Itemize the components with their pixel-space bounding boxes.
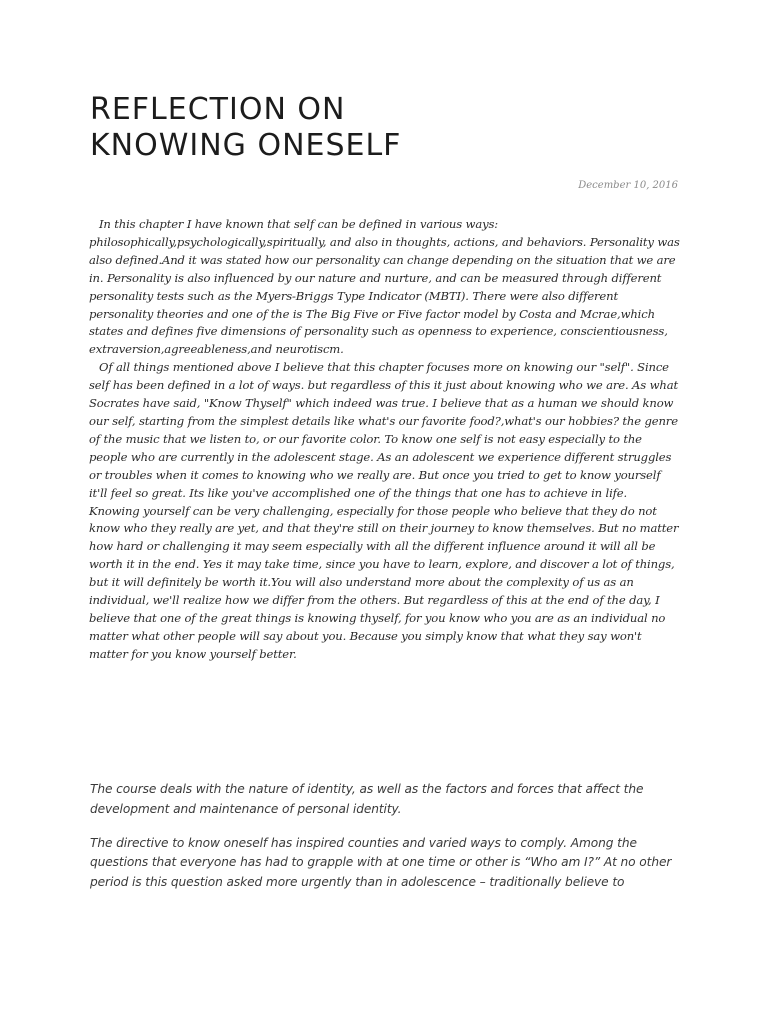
reflection-paragraph-1: In this chapter I have known that self can be defined in various ways: philosophically,psychologically,spiritually, and also in thoughts, actions, and behaviors. Personality was also defined.And it was stated how our personality can change depending on the situation that we are in. Personality is also influenced by our nature and nurture, and can be measured through different personality tests such as the Myers-Briggs Type Indicator (MBTI). There were also different personality theories and one of the is The Big Five or Five factor model by Costa and Mcrae,which states and defines five dimensions of personality such as openness to experience, conscientiousness, extraversion,agreeableness,and neurotiscm. <box>89 217 680 357</box>
page-title-line-1: REFLECTION ON <box>90 92 346 127</box>
course-description <box>90 780 682 907</box>
post-date: December 10, 2016 <box>578 180 678 191</box>
page-title <box>90 92 690 164</box>
course-paragraph-2: The directive to know oneself has inspired counties and varied ways to comply. Among the questions that everyone has had to grapple with at one time or other is “Who am I?” At no other period is this question asked more urgently than in adolescence – traditionally believe to <box>90 835 672 890</box>
course-paragraph-1: The course deals with the nature of identity, as well as the factors and forces that affect the development and maintenance of personal identity. <box>90 782 644 816</box>
page-title-line-2: KNOWING ONESELF <box>90 128 402 163</box>
reflection-body <box>89 216 681 664</box>
reflection-paragraph-2: Of all things mentioned above I believe that this chapter focuses more on knowing our "self". Since self has been defined in a lot of ways. but regardless of this it just about knowing who we are. As what Socrates have said, "Know Thyself" which indeed was true. I believe that as a human we should know our self, starting from the simplest details like what's our favorite food?,what's our hobbies? the genre of the music that we listen to, or our favorite color. To know one self is not easy especially to the people who are currently in the adolescent stage. As an adolescent we experience different struggles or troubles when it comes to knowing who we really are. But once you tried to get to know yourself it'll feel so great. Its like you've accomplished one of the things that one has to achieve in life. Knowing yourself can be very challenging, especially for those people who believe that they do not know who they really are yet, and that they're still on their journey to know themselves. But no matter how hard or challenging it may seem especially with all the different influence around it will all be worth it in the end. Yes it may take time, since you have to learn, explore, and discover a lot of things, but it will definitely be worth it.You will also understand more about the complexity of us as an individual, we'll realize how we differ from the others. But regardless of this at the end of the day, I believe that one of the great things is knowing thyself, for you know who you are as an individual no matter what other people will say about you. Because you simply know that what they say won't matter for you know yourself better. <box>89 360 679 661</box>
